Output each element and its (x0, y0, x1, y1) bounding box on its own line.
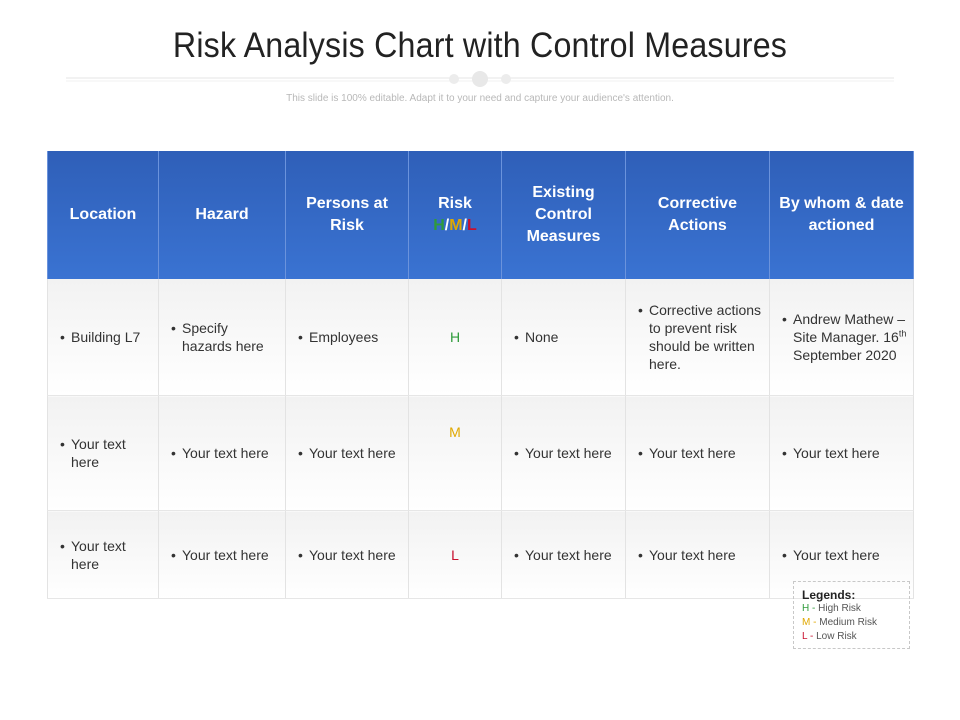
cell-risk: L (409, 511, 502, 599)
cell-existing: • Your text here (502, 396, 626, 511)
cell-risk: H (409, 279, 502, 396)
table-row (48, 396, 914, 511)
cell-by-whom: • Your text here (770, 511, 914, 599)
header-persons-at-risk: Persons at Risk (286, 151, 409, 279)
cell-corrective: • Your text here (626, 511, 770, 599)
risk-level-separator: / (444, 217, 450, 234)
header-corrective-actions: Corrective Actions (626, 151, 770, 279)
cell-location: • Building L7 (48, 279, 159, 396)
cell-hazard: • Your text here (159, 511, 286, 599)
table-row (48, 279, 914, 396)
header-risk (409, 151, 502, 279)
table-row (48, 511, 914, 599)
cell-persons: • Employees (286, 279, 409, 396)
cell-by-whom: • Your text here (770, 396, 914, 511)
risk-level-separator: / (462, 217, 467, 234)
legend-item-low: L - Low Risk (802, 631, 857, 642)
cell-location: • Your text here (48, 511, 159, 599)
table-header-row (48, 151, 914, 279)
header-risk-label: Risk (438, 195, 472, 212)
header-hazard: Hazard (159, 151, 286, 279)
cell-persons: • Your text here (286, 396, 409, 511)
header-by-whom: By whom & date actioned (770, 151, 914, 279)
legend-box (793, 581, 910, 649)
cell-hazard: • Your text here (159, 396, 286, 511)
legend-item-medium: M - Medium Risk (802, 617, 878, 628)
legend-item-high: H - High Risk (802, 603, 861, 614)
header-risk-levels (417, 215, 493, 237)
cell-by-whom: • Andrew Mathew – Site Manager. 16th September 2020 (770, 279, 914, 396)
cell-location: • Your text here (48, 396, 159, 511)
header-existing-control-measures: Existing Control Measures (502, 151, 626, 279)
cell-hazard: • Specify hazards here (159, 279, 286, 396)
cell-risk: M (409, 396, 502, 511)
header-location: Location (48, 151, 159, 279)
cell-existing: • Your text here (502, 511, 626, 599)
cell-corrective: • Corrective actions to prevent risk should be written here. (626, 279, 770, 396)
slide-title: Risk Analysis Chart with Control Measures (172, 26, 788, 65)
legend-title: Legends: (802, 588, 856, 602)
slide-subtitle: This slide is 100% editable. Adapt it to your need and capture your audience's attention. (286, 93, 674, 104)
title-divider (66, 70, 894, 88)
risk-level-high: H (433, 217, 445, 234)
cell-corrective: • Your text here (626, 396, 770, 511)
risk-level-medium: M (449, 217, 463, 234)
cell-existing: • None (502, 279, 626, 396)
risk-level-low: L (467, 217, 477, 234)
cell-persons: • Your text here (286, 511, 409, 599)
risk-table (47, 151, 913, 599)
